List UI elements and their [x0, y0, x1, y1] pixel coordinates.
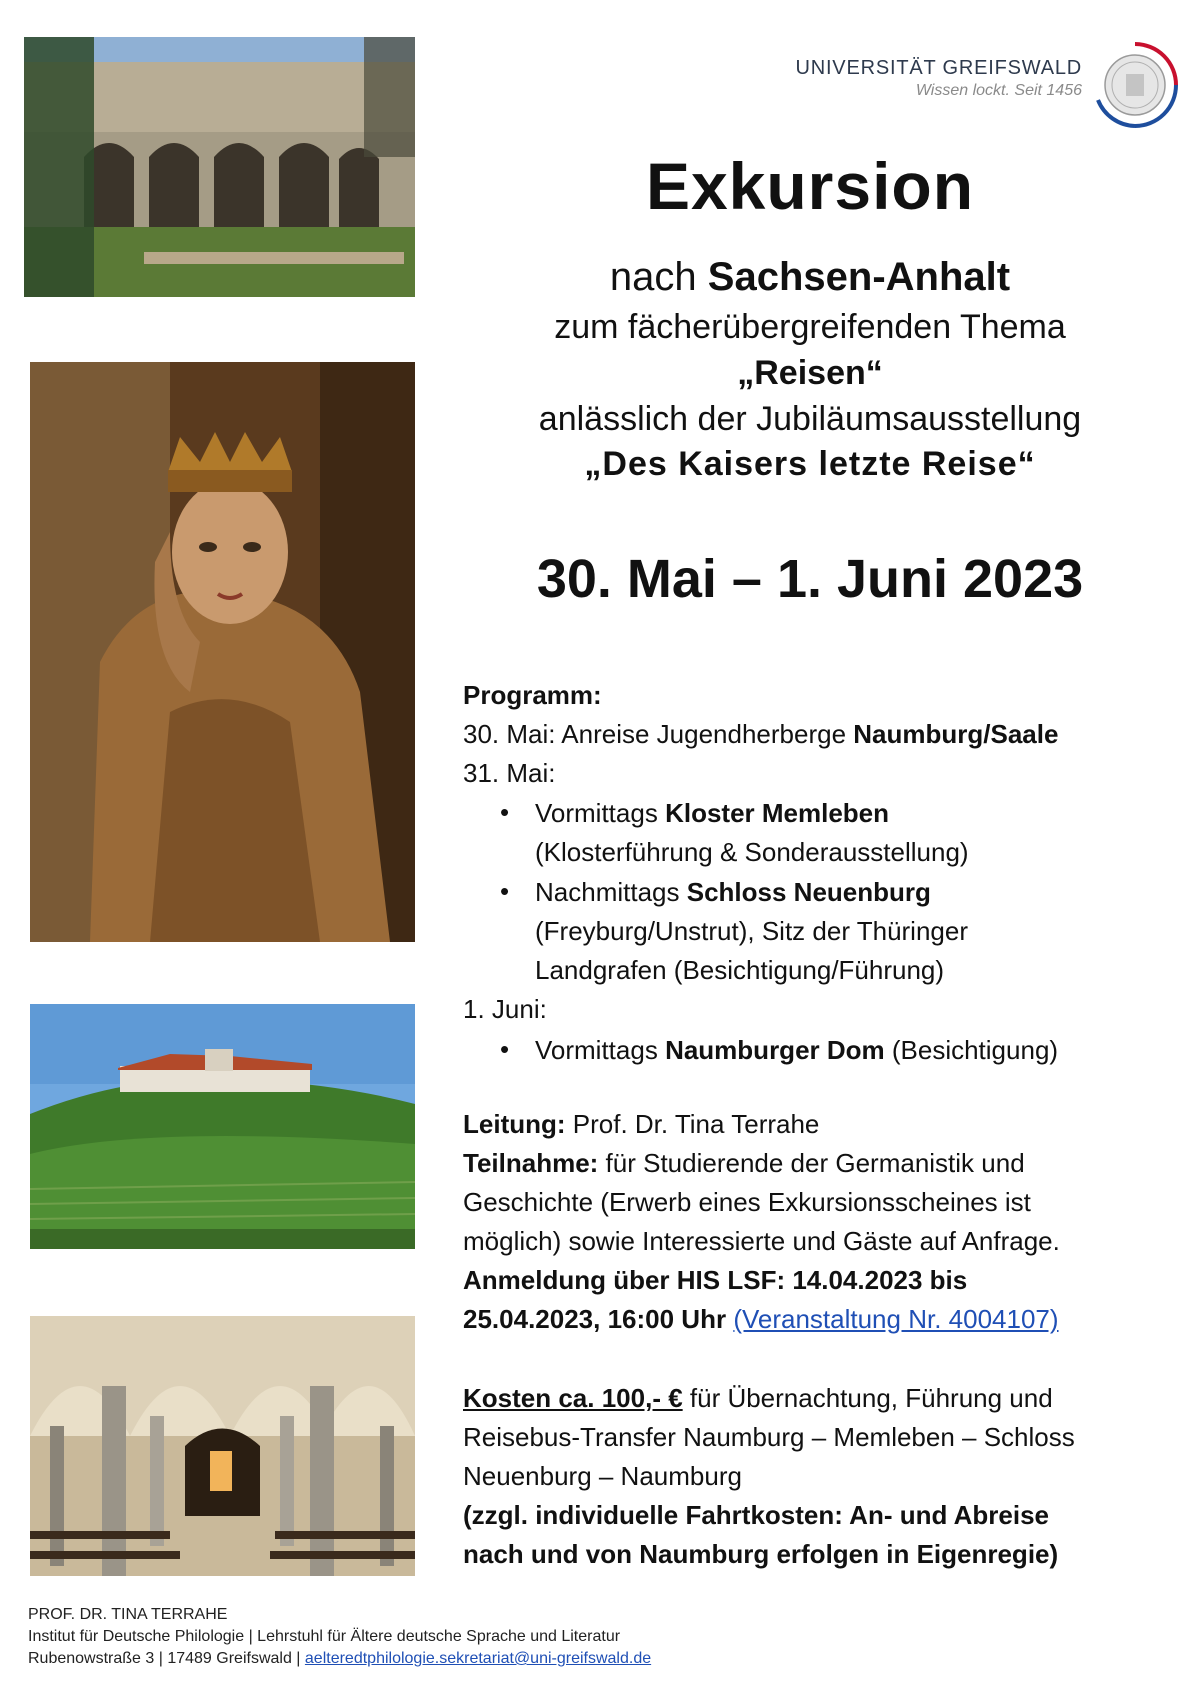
- occasion-line: anlässlich der Jubiläumsausstellung: [538, 400, 1082, 438]
- university-seal-icon: [1090, 40, 1180, 130]
- item-prefix: Vormittags: [535, 798, 666, 828]
- anmeldung-line-2: [463, 1300, 1059, 1339]
- item-prefix: Vormittags: [535, 1035, 666, 1065]
- page-title: Exkursion: [645, 149, 975, 223]
- cloister-ruin-photo: [24, 37, 415, 297]
- kosten-text-1: für Übernachtung, Führung und: [682, 1383, 1053, 1413]
- teilnahme-line: [463, 1144, 1025, 1183]
- university-logo: [795, 40, 1180, 130]
- teilnahme-text-1: für Studierende der Germanistik und: [598, 1148, 1025, 1178]
- hilltop-castle-photo: [30, 1004, 415, 1249]
- veranstaltung-link[interactable]: (Veranstaltung Nr. 4004107): [733, 1304, 1059, 1334]
- footer-institute: Institut für Deutsche Philologie | Lehrstuhl für Ältere deutsche Sprache und Literatur: [28, 1628, 621, 1645]
- theme-title: „Reisen“: [737, 354, 883, 392]
- program-day2-item-2-detail-2: Landgrafen (Besichtigung/Führung): [535, 955, 945, 985]
- kosten-line-3: Neuenburg – Naumburg: [463, 1461, 742, 1491]
- program-day1-text: 30. Mai: Anreise Jugendherberge: [463, 719, 854, 749]
- leitung-value: Prof. Dr. Tina Terrahe: [565, 1109, 820, 1139]
- crypt-columns-photo: [30, 1316, 415, 1576]
- kosten-line-2: Reisebus-Transfer Naumburg – Memleben – Schloss: [463, 1422, 1075, 1452]
- kosten-line-5: nach und von Naumburg erfolgen in Eigenregie): [463, 1539, 1059, 1569]
- anmeldung-line-1: Anmeldung über HIS LSF: 14.04.2023 bis: [463, 1265, 968, 1295]
- crowned-statue-photo: [30, 362, 415, 942]
- footer-email-link[interactable]: aelteredtphilologie.sekretariat@uni-greifswald.de: [304, 1650, 652, 1667]
- program-day2-label: 31. Mai:: [463, 758, 556, 788]
- bullet-icon: •: [500, 797, 510, 827]
- program-day3-item-1: [535, 1031, 1058, 1070]
- exhibition-title: „Des Kaisers letzte Reise“: [584, 445, 1036, 483]
- item-prefix: Nachmittags: [535, 877, 687, 907]
- program-day1-place: Naumburg/Saale: [853, 719, 1059, 749]
- footer-address-line: [28, 1648, 651, 1670]
- bullet-icon: •: [500, 1034, 510, 1064]
- footer-name: PROF. DR. TINA TERRAHE: [28, 1606, 228, 1623]
- program-day2-item-1: [535, 794, 889, 833]
- destination-line: [460, 255, 1160, 300]
- program-day2-item-2-detail: (Freyburg/Unstrut), Sitz der Thüringer: [535, 916, 968, 946]
- kosten-line-1: [463, 1379, 1053, 1418]
- bullet-icon: •: [500, 876, 510, 906]
- destination-place: Sachsen-Anhalt: [707, 255, 1011, 299]
- teilnahme-label: Teilnahme:: [463, 1148, 599, 1178]
- leitung-line: [463, 1105, 819, 1144]
- program-day2-item-1-detail: (Klosterführung & Sonderausstellung): [535, 837, 969, 867]
- logo-tagline: Wissen lockt. Seit 1456: [915, 82, 1082, 99]
- item-place: Naumburger Dom: [665, 1035, 885, 1065]
- item-rest: (Besichtigung): [884, 1035, 1059, 1065]
- theme-line: zum fächerübergreifenden Thema: [554, 308, 1066, 346]
- leitung-label: Leitung:: [463, 1109, 566, 1139]
- teilnahme-text-2: Geschichte (Erwerb eines Exkursionsscheines ist: [463, 1187, 1031, 1217]
- kosten-label: Kosten ca. 100,- €: [463, 1383, 683, 1413]
- item-place: Schloss Neuenburg: [686, 877, 931, 907]
- event-date: 30. Mai – 1. Juni 2023: [536, 549, 1084, 609]
- footer-address: Rubenowstraße 3 | 17489 Greifswald |: [28, 1650, 305, 1667]
- anmeldung-deadline: 25.04.2023, 16:00 Uhr: [463, 1304, 727, 1334]
- kosten-line-4: (zzgl. individuelle Fahrtkosten: An- und Abreise: [463, 1500, 1050, 1530]
- program-day1: [463, 715, 1058, 754]
- item-place: Kloster Memleben: [665, 798, 890, 828]
- destination-prefix: nach: [609, 255, 708, 299]
- logo-university-name: UNIVERSITÄT GREIFSWALD: [795, 57, 1082, 79]
- program-heading: Programm:: [463, 680, 602, 710]
- program-day2-item-2: [535, 873, 931, 912]
- teilnahme-text-3: möglich) sowie Interessierte und Gäste auf Anfrage.: [463, 1226, 1060, 1256]
- program-day3-label: 1. Juni:: [463, 994, 547, 1024]
